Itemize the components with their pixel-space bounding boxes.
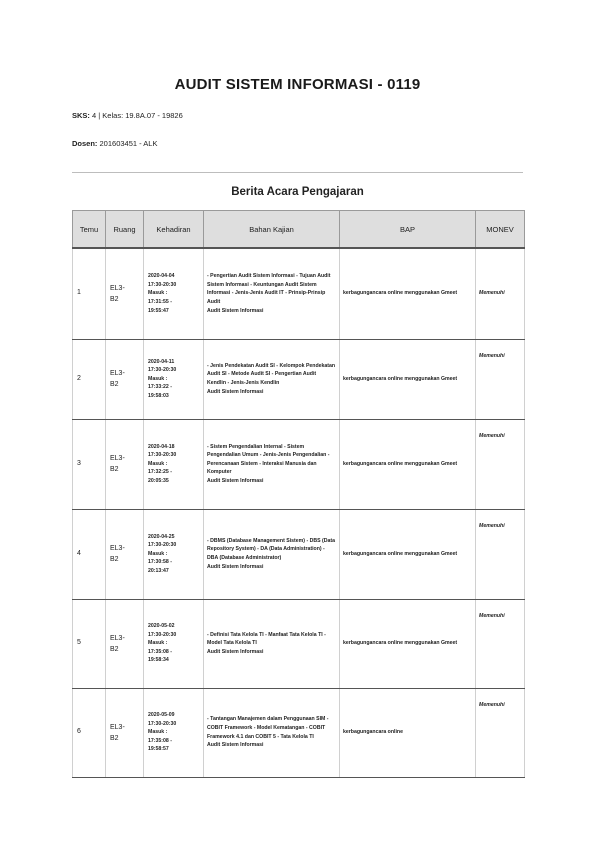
- cell-ruang: EL3- B2: [106, 419, 144, 509]
- cell-ruang: EL3- B2: [106, 688, 144, 777]
- cell-bahan-kajian: - Jenis Pendekatan Audit SI - Kelompok Pendekatan Audit SI - Metode Audit SI - Pengertian Audit Kendlin - Jenis-Jenis Kendlin Audit Sistem Informasi: [204, 339, 340, 419]
- cell-ruang: EL3- B2: [106, 509, 144, 599]
- cell-kehadiran: 2020-04-18 17:30-20:30 Masuk : 17:32:25 - 20:05:35: [144, 419, 204, 509]
- table-row: [73, 248, 525, 339]
- column-header-kehadiran: Kehadiran: [144, 211, 204, 249]
- table-row: [73, 419, 525, 509]
- cell-bap: kerbagungancara online menggunakan Gmeet: [340, 509, 476, 599]
- page-title: AUDIT SISTEM INFORMASI - 0119: [174, 76, 421, 93]
- dosen-value: 201603451 - ALK: [99, 139, 158, 148]
- cell-monev: Memenuhi: [476, 248, 525, 339]
- cell-kehadiran: 2020-04-04 17:30-20:30 Masuk : 17:31:55 - 19:55:47: [144, 248, 204, 339]
- divider: [72, 172, 523, 173]
- cell-bahan-kajian: - Definisi Tata Kelola TI - Manfaat Tata Kelola TI - Model Tata Kelola TI Audit Sistem Informasi: [204, 599, 340, 688]
- cell-bahan-kajian: - Tantangan Manajemen dalam Penggunaan SIM - COBIT Framework - Model Kematangan - COBIT Framework 4.1 dan COBIT 5 - Tata Kelola TI Audit Sistem Informasi: [204, 688, 340, 777]
- column-header-bahan-kajian: Bahan Kajian: [204, 211, 340, 249]
- sks-value: 4 | Kelas: 19.8A.07 - 19826: [92, 111, 183, 120]
- sks-line: [72, 111, 183, 120]
- dosen-line: [72, 139, 157, 148]
- cell-bap: kerbagungancara online menggunakan Gmeet: [340, 339, 476, 419]
- cell-monev: Memenuhi: [476, 339, 525, 419]
- cell-monev: Memenuhi: [476, 688, 525, 777]
- cell-ruang: EL3- B2: [106, 248, 144, 339]
- column-header-temu: Temu: [73, 211, 106, 249]
- column-header-ruang: Ruang: [106, 211, 144, 249]
- cell-monev: Memenuhi: [476, 509, 525, 599]
- cell-monev: Memenuhi: [476, 419, 525, 509]
- cell-ruang: EL3- B2: [106, 599, 144, 688]
- column-header-monev: MONEV: [476, 211, 525, 249]
- table-row: [73, 688, 525, 777]
- cell-temu: 2: [73, 339, 106, 419]
- cell-kehadiran: 2020-04-11 17:30-20:30 Masuk : 17:33:22 - 19:58:03: [144, 339, 204, 419]
- cell-temu: 4: [73, 509, 106, 599]
- cell-bahan-kajian: - Sistem Pengendalian Internal - Sistem Pengendalian Umum - Jenis-Jenis Pengendalian - Perencanaan Sistem - Interaksi Manusia dan Komputer Audit Sistem Informasi: [204, 419, 340, 509]
- cell-bahan-kajian: - DBMS (Database Management Sistem) - DBS (Data Repository System) - DA (Data Administration) - DBA (Database Administrator) Audit Sistem Informasi: [204, 509, 340, 599]
- cell-temu: 1: [73, 248, 106, 339]
- sks-label: SKS:: [72, 111, 90, 120]
- attendance-table: [72, 210, 525, 778]
- cell-kehadiran: 2020-05-02 17:30-20:30 Masuk : 17:35:08 - 19:58:34: [144, 599, 204, 688]
- table-row: [73, 339, 525, 419]
- table-header-row: [73, 211, 525, 249]
- cell-bap: kerbagungancara online menggunakan Gmeet: [340, 248, 476, 339]
- cell-ruang: EL3- B2: [106, 339, 144, 419]
- table-row: [73, 599, 525, 688]
- cell-temu: 3: [73, 419, 106, 509]
- dosen-label: Dosen:: [72, 139, 98, 148]
- cell-temu: 6: [73, 688, 106, 777]
- cell-bap: kerbagungancara online menggunakan Gmeet: [340, 599, 476, 688]
- cell-temu: 5: [73, 599, 106, 688]
- cell-kehadiran: 2020-05-09 17:30-20:30 Masuk : 17:35:08 - 19:58:57: [144, 688, 204, 777]
- cell-bap: kerbagungancara online menggunakan Gmeet: [340, 419, 476, 509]
- column-header-bap: BAP: [340, 211, 476, 249]
- section-title: Berita Acara Pengajaran: [231, 186, 364, 198]
- table-row: [73, 509, 525, 599]
- cell-kehadiran: 2020-04-25 17:30-20:30 Masuk : 17:30:58 - 20:13:47: [144, 509, 204, 599]
- cell-bap: kerbagungancara online: [340, 688, 476, 777]
- cell-bahan-kajian: - Pengertian Audit Sistem Informasi - Tujuan Audit Sistem Informasi - Keuntungan Audit Sistem Informasi - Jenis-Jenis Audit IT - Prinsip-Prinsip Audit Audit Sistem Informasi: [204, 248, 340, 339]
- cell-monev: Memenuhi: [476, 599, 525, 688]
